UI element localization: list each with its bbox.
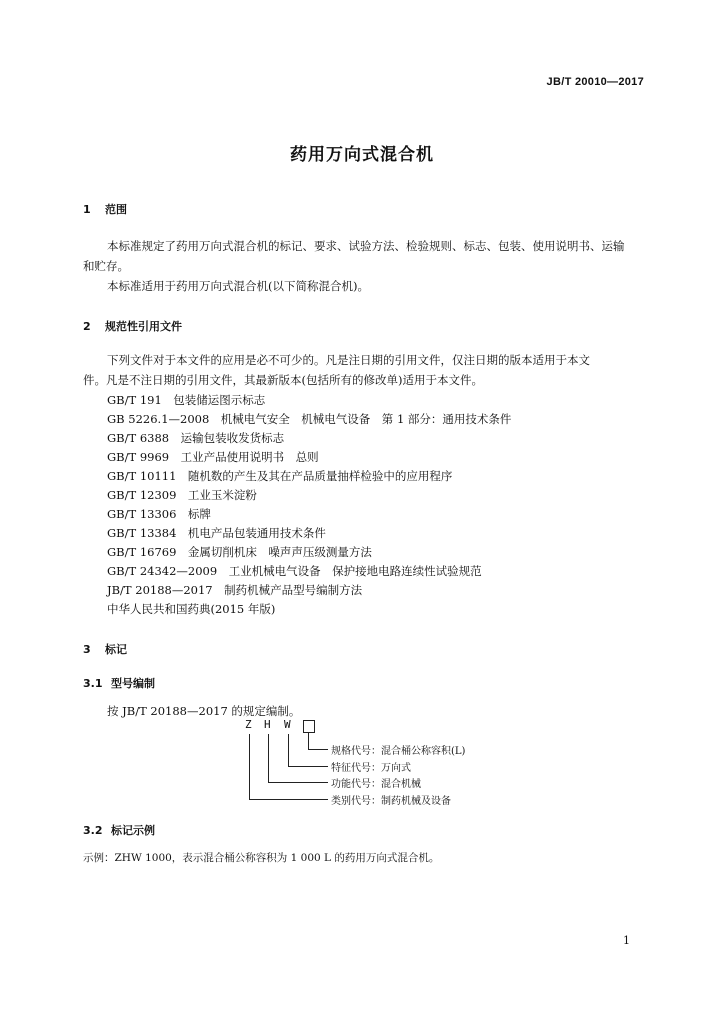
reference-item: GB/T 24342—2009 工业机械电气设备 保护接地电路连续性试验规范 bbox=[107, 564, 482, 578]
diagram-label-feature: 特征代号：万向式 bbox=[331, 763, 411, 774]
reference-item: GB/T 12309 工业玉米淀粉 bbox=[107, 488, 257, 502]
model-code-diagram bbox=[240, 718, 500, 810]
leader-line bbox=[308, 732, 309, 749]
section-title: 范围 bbox=[105, 203, 127, 216]
reference-item: GB/T 13306 标牌 bbox=[107, 507, 211, 521]
code-letter: H bbox=[264, 718, 271, 731]
document-title: 药用万向式混合机 bbox=[290, 145, 434, 165]
section-3-1-heading bbox=[83, 675, 155, 691]
section-number: 3.1 bbox=[83, 677, 103, 690]
standard-number: JB/T 20010—2017 bbox=[546, 76, 644, 88]
scope-paragraph-line-1: 本标准规定了药用万向式混合机的标记、要求、试验方法、检验规则、标志、包装、使用说明书、运输 bbox=[107, 239, 625, 253]
section-3-2-heading bbox=[83, 822, 155, 838]
diagram-label-function: 功能代号：混合机械 bbox=[331, 779, 421, 790]
scope-paragraph-line-2: 和贮存。 bbox=[83, 259, 129, 273]
section-number: 3.2 bbox=[83, 824, 103, 837]
leader-line bbox=[288, 766, 328, 767]
section-number: 2 bbox=[83, 320, 91, 333]
leader-line bbox=[268, 782, 328, 783]
model-rule-text: 按 JB/T 20188—2017 的规定编制。 bbox=[107, 704, 301, 718]
page-number: 1 bbox=[623, 934, 630, 947]
reference-item: GB/T 191 包装储运图示标志 bbox=[107, 393, 266, 407]
section-1-heading bbox=[83, 201, 127, 217]
reference-item: GB/T 10111 随机数的产生及其在产品质量抽样检验中的应用程序 bbox=[107, 469, 453, 483]
leader-line bbox=[288, 734, 289, 766]
section-2-heading bbox=[83, 318, 182, 334]
code-letter: W bbox=[284, 718, 291, 731]
section-number: 1 bbox=[83, 203, 91, 216]
reference-item: JB/T 20188—2017 制药机械产品型号编制方法 bbox=[107, 583, 363, 597]
section-title: 型号编制 bbox=[111, 677, 155, 690]
leader-line bbox=[249, 734, 250, 799]
reference-item: GB/T 16769 金属切削机床 噪声声压级测量方法 bbox=[107, 545, 372, 559]
section-3-heading bbox=[83, 641, 127, 657]
code-letter: Z bbox=[245, 718, 252, 731]
reference-item: 中华人民共和国药典(2015 年版) bbox=[107, 602, 276, 616]
marking-example: 示例：ZHW 1000，表示混合桶公称容积为 1 000 L 的药用万向式混合机。 bbox=[83, 852, 440, 864]
reference-item: GB/T 13384 机电产品包装通用技术条件 bbox=[107, 526, 326, 540]
reference-item: GB/T 6388 运输包装收发货标志 bbox=[107, 431, 285, 445]
leader-line bbox=[268, 734, 269, 782]
section-title: 标记 bbox=[105, 643, 127, 656]
reference-item: GB 5226.1—2008 机械电气安全 机械电气设备 第 1 部分：通用技术条件 bbox=[107, 412, 512, 426]
section-title: 标记示例 bbox=[111, 824, 155, 837]
section-title: 规范性引用文件 bbox=[105, 320, 182, 333]
leader-line bbox=[249, 799, 328, 800]
scope-applicability: 本标准适用于药用万向式混合机(以下简称混合机)。 bbox=[107, 279, 369, 293]
diagram-label-category: 类别代号：制药机械及设备 bbox=[331, 796, 451, 807]
spec-placeholder-box bbox=[303, 720, 315, 733]
reference-item: GB/T 9969 工业产品使用说明书 总则 bbox=[107, 450, 319, 464]
section-number: 3 bbox=[83, 643, 91, 656]
diagram-label-spec: 规格代号：混合桶公称容积(L) bbox=[331, 746, 466, 757]
leader-line bbox=[308, 749, 328, 750]
references-intro-line-1: 下列文件对于本文件的应用是必不可少的。凡是注日期的引用文件，仅注日期的版本适用于本文 bbox=[107, 353, 590, 367]
references-intro-line-2: 件。凡是不注日期的引用文件，其最新版本(包括所有的修改单)适用于本文件。 bbox=[83, 373, 483, 387]
